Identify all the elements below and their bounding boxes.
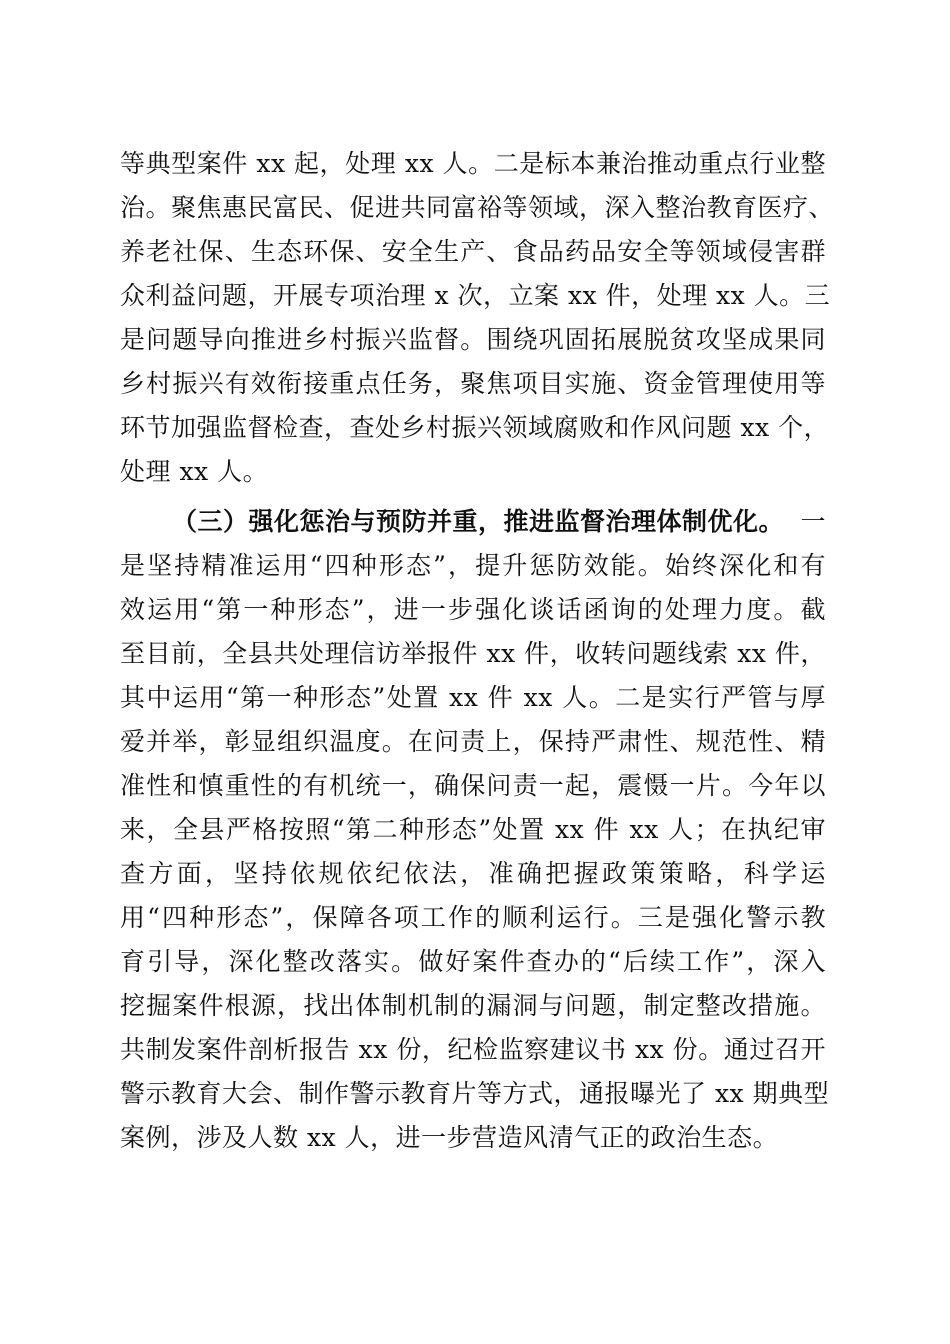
text-line: 挖掘案件根源，找出体制机制的漏洞与问题，制定整改措施。 (120, 991, 826, 1020)
text-line: 处理 xx 人。 (120, 457, 269, 486)
text-line: 养老社保、生态环保、安全生产、食品药品安全等领域侵害群 (120, 237, 826, 266)
text-fragment: 一 (800, 507, 826, 536)
text-line: 众利益问题，开展专项治理 x 次，立案 xx 件，处理 xx 人。三 (120, 281, 831, 310)
text-line: 育引导，深化整改落实。做好案件查办的“后续工作”，深入 (120, 947, 826, 976)
text-line: 至目前，全县共处理信访举报件 xx 件，收转问题线索 xx 件， (120, 639, 826, 668)
text-line: 准性和慎重性的有机统一，确保问责一起，震慑一片。今年以 (120, 771, 826, 800)
text-line: 来，全县严格按照“第二种形态”处置 xx 件 xx 人；在执纪审 (120, 815, 826, 844)
section-heading: （三）强化惩治与预防并重，推进监督治理体制优化。 (172, 507, 785, 536)
text-line: 警示教育大会、制作警示教育片等方式，通报曝光了 xx 期典型 (120, 1079, 830, 1108)
text-line: 环节加强监督检查，查处乡村振兴领域腐败和作风问题 xx 个， (120, 413, 830, 442)
text-line: 案例，涉及人数 xx 人，进一步营造风清气正的政治生态。 (120, 1123, 779, 1152)
text-line: 是坚持精准运用“四种形态”，提升惩防效能。始终深化和有 (120, 551, 826, 580)
text-line: 其中运用“第一种形态”处置 xx 件 xx 人。二是实行严管与厚 (120, 683, 826, 712)
text-line: 效运用“第一种形态”，进一步强化谈话函询的处理力度。截 (120, 595, 826, 624)
text-line: 查方面，坚持依规依纪依法，准确把握政策策略，科学运 (120, 859, 826, 888)
text-line: 共制发案件剖析报告 xx 份，纪检监察建议书 xx 份。通过召开 (120, 1035, 826, 1064)
text-line: 爱并举，彰显组织温度。在问责上，保持严肃性、规范性、精 (120, 727, 826, 756)
text-line: 等典型案件 xx 起，处理 xx 人。二是标本兼治推动重点行业整 (120, 149, 826, 178)
text-line: 乡村振兴有效衔接重点任务，聚焦项目实施、资金管理使用等 (120, 369, 826, 398)
text-line: 用“四种形态”，保障各项工作的顺利运行。三是强化警示教 (120, 903, 826, 932)
section-heading-line (172, 502, 826, 542)
text-line: 是问题导向推进乡村振兴监督。围绕巩固拓展脱贫攻坚成果同 (120, 325, 826, 354)
text-line: 治。聚焦惠民富民、促进共同富裕等领域，深入整治教育医疗、 (120, 193, 835, 222)
